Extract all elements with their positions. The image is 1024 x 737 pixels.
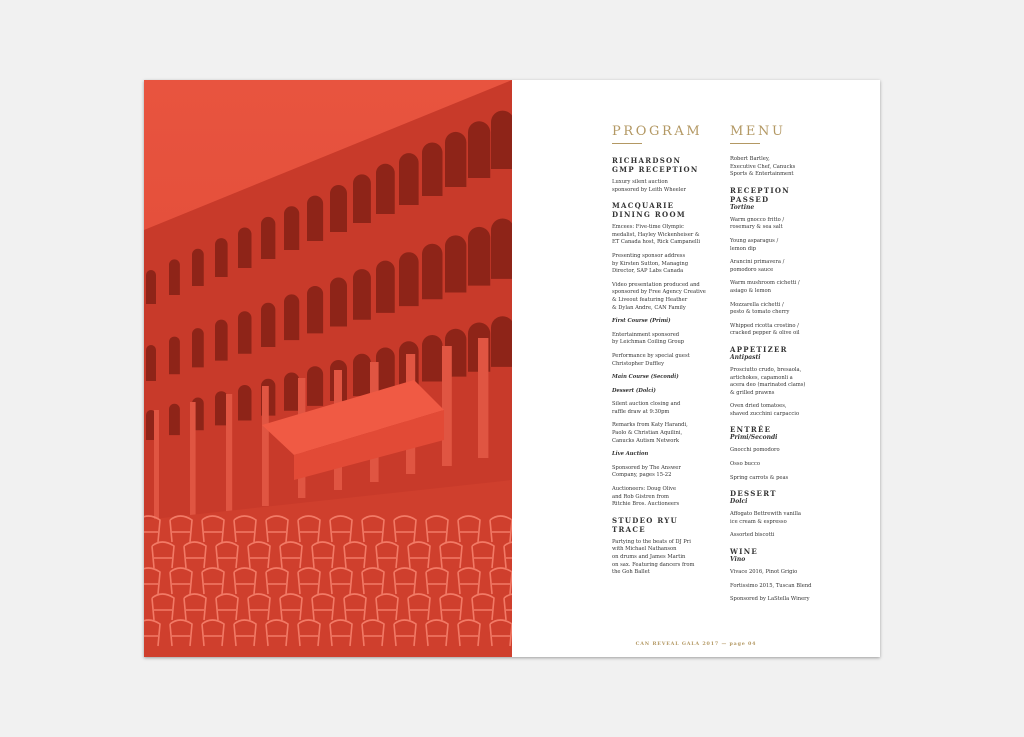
menu-heading-1: RECEPTION PASSED — [730, 185, 791, 204]
menu-text-5: Arancini primavera / pomodoro sauce — [730, 259, 785, 273]
photo-illustration — [144, 80, 512, 657]
program-text-7: Entertainment sponsored by Leichman Coiling Group — [612, 331, 685, 346]
arch-window — [169, 404, 180, 435]
arch-window — [468, 121, 490, 178]
menu-text-6: Warm mushroom cichetti / asiago & lemon — [730, 280, 800, 294]
program-title-rule — [612, 143, 642, 144]
arch-window — [261, 303, 275, 347]
program-text-1: Luxury silent auction sponsored by Leith Wheeler — [612, 179, 686, 193]
menu-text-17: Spring carrots & peas — [730, 474, 789, 481]
arch-window — [307, 366, 323, 406]
menu-heading-22: WINE — [730, 547, 759, 557]
arch-window — [215, 238, 228, 277]
arch-window — [353, 354, 371, 396]
venice-cafe-photo — [144, 80, 512, 657]
program-column — [612, 124, 712, 577]
menu-title-rule — [730, 143, 760, 144]
menu-heading-9: APPETIZER — [730, 344, 788, 354]
program-text-3: Emcees: Five-time Olympic medalist, Hayley Wickenheiser & ET Canada host, Rick Campanelli — [612, 224, 701, 246]
arch-window — [376, 348, 395, 392]
program-text-15: Auctioneers: Doug Olive and Rob Gistren from Ritchie Bros. Auctioneers — [612, 486, 680, 508]
menu-subheading-10: Antipasti — [730, 353, 761, 361]
arcade-column — [262, 386, 269, 506]
menu-text-8: Whipped ricotta crostino / cracked pepper & olive oil — [730, 322, 800, 337]
arch-window — [146, 345, 156, 381]
arch-window — [353, 269, 371, 320]
program-heading-16: STUDEO RYU TRACE — [612, 515, 679, 534]
arch-window — [376, 164, 395, 214]
arch-window — [399, 252, 419, 306]
menu-subheading-23: Vino — [730, 556, 746, 564]
arch-window — [491, 316, 512, 367]
arch-window — [284, 372, 299, 410]
program-text-10: Dessert (Dolci) — [612, 387, 656, 394]
menu-column — [730, 124, 830, 604]
menu-text-21: Assorted biscotti — [730, 532, 775, 539]
program-entries — [612, 156, 712, 577]
arch-window — [307, 196, 323, 241]
arcade-column — [478, 338, 488, 458]
program-text-8: Performance by special guest Christopher Duffley — [612, 352, 690, 367]
menu-text-11: Prosciutto crudo, bresaola, artichokes, capamonli a acera deo (marinated clams) & grilled prawns — [730, 366, 806, 396]
arch-window — [491, 218, 512, 278]
program-text-6: First Course (Primi) — [612, 318, 671, 325]
menu-text-20: Affogato Bettrewith vanilla ice cream & espresso — [730, 511, 801, 525]
program-menu-page — [512, 80, 880, 657]
menu-text-12: Oven dried tomatoes, shaved zucchini carpaccio — [730, 403, 800, 417]
program-text-5: Video presentation produced and sponsored by Free Agency Creative & Liveout featuring Heather & Dylan Andre, CAN Family — [612, 281, 706, 311]
arcade-column — [226, 394, 232, 514]
arch-window — [468, 227, 490, 286]
arcade-column — [190, 402, 196, 522]
menu-text-24: Vivace 2016, Pinot Grigio — [730, 569, 798, 576]
menu-entries — [730, 156, 830, 604]
arcade-column — [154, 410, 159, 530]
program-text-14: Sponsored by The Answer Company, pages 15-22 — [612, 464, 681, 479]
arch-window — [169, 337, 180, 375]
arch-window — [169, 259, 180, 295]
arch-window — [284, 294, 299, 340]
arch-window — [445, 132, 466, 187]
arch-window — [491, 111, 512, 169]
arch-window — [261, 217, 275, 259]
menu-text-3: Warm gnocco fritto / rosemary & sea salt — [730, 216, 785, 231]
program-title: PROGRAM — [612, 124, 703, 139]
arch-window — [399, 153, 419, 205]
brochure-spread — [144, 80, 880, 657]
page-footer: CAN REVEAL GALA 2017 — page 04 — [635, 641, 757, 647]
arch-window — [215, 391, 228, 425]
program-text-9: Main Course (Secondi) — [612, 374, 679, 381]
arcade-column — [442, 346, 452, 466]
menu-text-26: Sponsored by LaStella Winery — [730, 596, 810, 603]
program-heading-0: RICHARDSON GMP RECEPTION — [612, 156, 699, 174]
arch-window — [445, 235, 466, 292]
program-text-11: Silent auction closing and raffle draw at 9:30pm — [612, 401, 681, 415]
menu-subheading-14: Primi/Secondi — [730, 434, 778, 442]
menu-subheading-2: Tortine — [730, 203, 755, 211]
arch-window — [422, 143, 443, 197]
arch-window — [330, 185, 347, 232]
menu-text-15: Gnocchi pomodoro — [730, 447, 780, 454]
menu-text-7: Mozzarella cichetti / pesto & tomato cherry — [730, 301, 790, 316]
arch-window — [284, 206, 299, 250]
arch-window — [238, 385, 252, 421]
menu-subheading-19: Dolci — [730, 498, 748, 506]
arch-window — [238, 228, 252, 269]
program-text-12: Remarks from Katy Harandi, Paolo & Christian Aquilini, Canucks Autism Network — [612, 422, 688, 444]
menu-heading-13: ENTRÉE — [730, 425, 772, 435]
arch-window — [192, 249, 204, 286]
menu-text-0: Robert Bartley, Executive Chef, Canucks Sports & Entertainment — [730, 156, 796, 178]
menu-text-4: Young asparagus / lemon dip — [730, 237, 779, 252]
program-text-4: Presenting sponsor address by Kirsten Sutton, Managing Director, SAP Labs Canada — [612, 252, 689, 275]
arch-window — [330, 278, 347, 327]
menu-title: MENU — [730, 124, 786, 139]
menu-heading-18: DESSERT — [730, 489, 777, 499]
program-text-17: Partying to the beats of DJ Pri with Michael Nathanson on drums and James Martin on sax. Featuring dancers from the Goh Ballet — [612, 538, 695, 576]
program-text-13: Live Auction — [612, 451, 649, 458]
arch-window — [238, 311, 252, 354]
arch-window — [422, 335, 443, 382]
arch-window — [215, 320, 228, 361]
arch-window — [192, 328, 204, 367]
arch-window — [146, 270, 156, 304]
menu-text-25: Fortissimo 2015, Tuscan Blend — [730, 582, 812, 589]
menu-text-16: Osso bucco — [730, 461, 760, 468]
arch-window — [353, 174, 371, 223]
arch-window — [376, 261, 395, 313]
arch-window — [422, 244, 443, 300]
program-heading-2: MACQUARIE DINING ROOM — [612, 201, 686, 220]
arch-window — [307, 286, 323, 333]
